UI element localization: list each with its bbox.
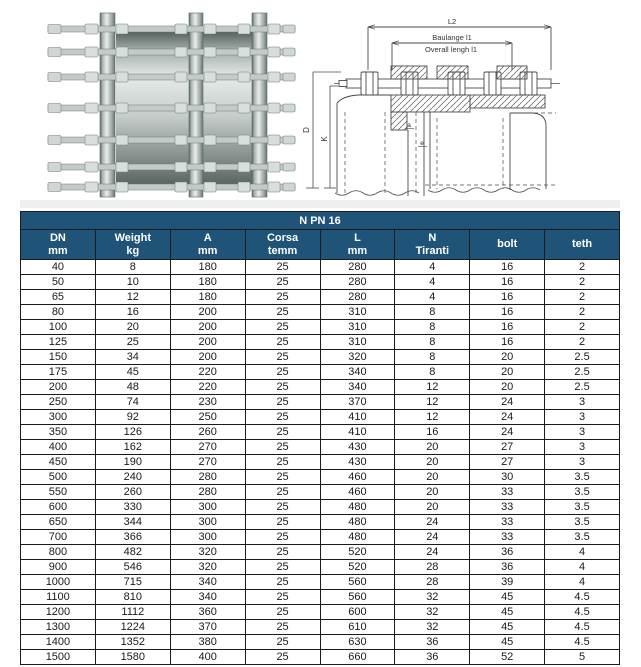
cell: 36	[395, 650, 470, 665]
cell: 370	[170, 620, 245, 635]
cell: 370	[320, 395, 395, 410]
cell: 25	[245, 590, 320, 605]
cell: 25	[245, 410, 320, 425]
cell: 3	[545, 455, 620, 470]
column-header: A mm	[170, 230, 245, 260]
cell: 74	[95, 395, 170, 410]
cell: 400	[170, 650, 245, 665]
cell: 480	[320, 515, 395, 530]
cell: 250	[170, 410, 245, 425]
cell: 520	[320, 545, 395, 560]
cell: 80	[21, 305, 96, 320]
cell: 546	[95, 560, 170, 575]
cell: 280	[320, 290, 395, 305]
cell: 8	[395, 350, 470, 365]
table-row	[21, 395, 620, 410]
table-body	[21, 260, 620, 665]
table-row	[21, 410, 620, 425]
scan-strip	[20, 200, 620, 208]
cell: 1580	[95, 650, 170, 665]
cell: 20	[470, 380, 545, 395]
cell: 180	[170, 290, 245, 305]
cell: 32	[395, 620, 470, 635]
cell: 340	[170, 575, 245, 590]
cell: 32	[395, 605, 470, 620]
cell: 45	[470, 635, 545, 650]
cell: 3.5	[545, 530, 620, 545]
column-header: bolt	[470, 230, 545, 260]
cell: 12	[395, 395, 470, 410]
table-row	[21, 440, 620, 455]
cell: 24	[470, 395, 545, 410]
cell: 240	[95, 470, 170, 485]
cell: 25	[245, 485, 320, 500]
column-header: L mm	[320, 230, 395, 260]
cell: 8	[95, 260, 170, 275]
cell: 25	[245, 470, 320, 485]
cell: 16	[470, 335, 545, 350]
cell: 180	[170, 260, 245, 275]
cell: 30	[470, 470, 545, 485]
cell: 310	[320, 335, 395, 350]
cell: 1200	[21, 605, 96, 620]
dim-label-l2: L2	[447, 17, 457, 26]
cell: 360	[170, 605, 245, 620]
cell: 1100	[21, 590, 96, 605]
pn16-table	[20, 211, 620, 665]
break-line	[335, 191, 419, 196]
cell: 8	[395, 305, 470, 320]
cell: 45	[95, 365, 170, 380]
cell: 260	[95, 485, 170, 500]
cell: 36	[470, 560, 545, 575]
table-title: N PN 16	[21, 212, 620, 230]
cell: 48	[95, 380, 170, 395]
dim-label-baulange: Baulange l1	[432, 33, 472, 42]
cell: 24	[395, 545, 470, 560]
table-row	[21, 305, 620, 320]
cell: 27	[470, 455, 545, 470]
table-row	[21, 275, 620, 290]
cell: 1112	[95, 605, 170, 620]
cell: 4	[545, 560, 620, 575]
cell: 1000	[21, 575, 96, 590]
cell: 45	[470, 590, 545, 605]
cell: 660	[320, 650, 395, 665]
column-header: teth	[545, 230, 620, 260]
cell: 260	[170, 425, 245, 440]
cell: 25	[245, 290, 320, 305]
cell: 25	[245, 620, 320, 635]
cell: 24	[395, 530, 470, 545]
cell: 162	[95, 440, 170, 455]
cell: 150	[21, 350, 96, 365]
cell: 600	[21, 500, 96, 515]
table-row	[21, 605, 620, 620]
table-row	[21, 470, 620, 485]
cell: 28	[395, 575, 470, 590]
cell: 16	[395, 425, 470, 440]
cell: 310	[320, 305, 395, 320]
dim-label-overall-length: Overall lengh l1	[424, 45, 478, 54]
cell: 16	[470, 275, 545, 290]
cell: 560	[320, 575, 395, 590]
column-header: DN mm	[21, 230, 96, 260]
cell: 125	[21, 335, 96, 350]
cell: 320	[170, 560, 245, 575]
cell: 25	[245, 560, 320, 575]
table-row	[21, 425, 620, 440]
column-header: Corsa temm	[245, 230, 320, 260]
cell: 16	[470, 305, 545, 320]
break-line	[428, 188, 540, 193]
cell: 200	[170, 350, 245, 365]
technical-drawings	[0, 0, 641, 211]
flange-section	[391, 66, 427, 79]
bolt-end	[339, 81, 347, 87]
cell: 100	[21, 320, 96, 335]
table-row	[21, 335, 620, 350]
table-row	[21, 320, 620, 335]
cell: 3	[545, 395, 620, 410]
cell: 20	[470, 365, 545, 380]
cell: 25	[245, 335, 320, 350]
cell: 482	[95, 545, 170, 560]
cell: 34	[95, 350, 170, 365]
cell: 25	[245, 635, 320, 650]
cell: 3.5	[545, 515, 620, 530]
cell: 190	[95, 455, 170, 470]
cell: 280	[320, 275, 395, 290]
flange-section	[391, 95, 470, 112]
table-row	[21, 530, 620, 545]
cell: 450	[21, 455, 96, 470]
cell: 200	[170, 320, 245, 335]
cell: 220	[170, 380, 245, 395]
cell: 16	[470, 320, 545, 335]
cell: 24	[395, 515, 470, 530]
table-row	[21, 575, 620, 590]
table-title-row	[21, 212, 620, 230]
cell: 480	[320, 530, 395, 545]
cell: 300	[170, 500, 245, 515]
dk-dimension-lines	[306, 72, 341, 188]
cell: 12	[95, 290, 170, 305]
cell: 460	[320, 470, 395, 485]
cell: 12	[395, 410, 470, 425]
cell: 4.5	[545, 605, 620, 620]
cell: 280	[170, 485, 245, 500]
table-row	[21, 350, 620, 365]
cell: 25	[245, 395, 320, 410]
cell: 630	[320, 635, 395, 650]
dim-label-k: K	[320, 136, 329, 142]
cell: 1352	[95, 635, 170, 650]
cell: 8	[395, 365, 470, 380]
cell: 610	[320, 620, 395, 635]
flange-section	[391, 112, 407, 130]
table-row	[21, 590, 620, 605]
cell: 25	[245, 500, 320, 515]
column-header: Weight kg	[95, 230, 170, 260]
cell: 175	[21, 365, 96, 380]
cell: 25	[245, 440, 320, 455]
cell: 20	[395, 440, 470, 455]
cell: 200	[170, 305, 245, 320]
cell: 65	[21, 290, 96, 305]
cell: 430	[320, 455, 395, 470]
cell: 16	[95, 305, 170, 320]
cell: 10	[95, 275, 170, 290]
cell: 280	[320, 260, 395, 275]
cell: 330	[95, 500, 170, 515]
gland-section	[437, 66, 468, 79]
cell: 2	[545, 275, 620, 290]
cell: 230	[170, 395, 245, 410]
cell: 700	[21, 530, 96, 545]
dim-label-a: a	[407, 122, 411, 129]
cell: 300	[21, 410, 96, 425]
cell: 25	[245, 305, 320, 320]
cell: 320	[320, 350, 395, 365]
cell: 25	[245, 275, 320, 290]
cell: 550	[21, 485, 96, 500]
cell: 3	[545, 410, 620, 425]
left-pipe-bell	[337, 95, 391, 103]
cell: 300	[170, 515, 245, 530]
cell: 33	[470, 530, 545, 545]
cell: 25	[245, 260, 320, 275]
cell: 25	[245, 515, 320, 530]
cell: 20	[395, 500, 470, 515]
cell: 250	[21, 395, 96, 410]
cell: 45	[470, 605, 545, 620]
cell: 340	[320, 365, 395, 380]
cell: 32	[395, 590, 470, 605]
cell: 4	[395, 290, 470, 305]
table-row	[21, 365, 620, 380]
table-row	[21, 485, 620, 500]
cell: 2.5	[545, 365, 620, 380]
cell: 480	[320, 500, 395, 515]
table-row	[21, 515, 620, 530]
cell: 126	[95, 425, 170, 440]
cell: 180	[170, 275, 245, 290]
cell: 500	[21, 470, 96, 485]
cell: 400	[21, 440, 96, 455]
cell: 4	[545, 575, 620, 590]
cell: 20	[395, 470, 470, 485]
cell: 900	[21, 560, 96, 575]
cell: 280	[170, 470, 245, 485]
cell: 28	[395, 560, 470, 575]
cell: 344	[95, 515, 170, 530]
cell: 4.5	[545, 620, 620, 635]
cell: 25	[245, 425, 320, 440]
cell: 270	[170, 455, 245, 470]
column-header-row	[21, 230, 620, 260]
cell: 340	[170, 590, 245, 605]
cell: 1400	[21, 635, 96, 650]
flange-section	[470, 95, 545, 108]
column-header: N Tiranti	[395, 230, 470, 260]
cell: 25	[245, 530, 320, 545]
cell: 4	[545, 545, 620, 560]
cell: 16	[470, 260, 545, 275]
cell: 25	[245, 320, 320, 335]
cell: 25	[245, 380, 320, 395]
cell: 300	[170, 530, 245, 545]
cell: 2.5	[545, 380, 620, 395]
table-row	[21, 290, 620, 305]
cell: 50	[21, 275, 96, 290]
cell: 3	[545, 425, 620, 440]
cell: 460	[320, 485, 395, 500]
cell: 2	[545, 320, 620, 335]
cell: 410	[320, 410, 395, 425]
cell: 25	[95, 335, 170, 350]
cell: 33	[470, 485, 545, 500]
joint-photo-drawing	[48, 13, 295, 197]
table-row	[21, 455, 620, 470]
cell: 3.5	[545, 500, 620, 515]
cell: 560	[320, 590, 395, 605]
cell: 52	[470, 650, 545, 665]
cell: 20	[395, 485, 470, 500]
table-row	[21, 635, 620, 650]
cell: 5	[545, 650, 620, 665]
cell: 310	[320, 320, 395, 335]
cell: 20	[95, 320, 170, 335]
cell: 4.5	[545, 635, 620, 650]
cell: 33	[470, 515, 545, 530]
cell: 24	[470, 425, 545, 440]
cell: 810	[95, 590, 170, 605]
cell: 25	[245, 605, 320, 620]
flange-section	[497, 66, 527, 79]
cell: 430	[320, 440, 395, 455]
cell: 2	[545, 290, 620, 305]
cell: 520	[320, 560, 395, 575]
cell: 2	[545, 260, 620, 275]
cell: 320	[170, 545, 245, 560]
table-row	[21, 560, 620, 575]
cell: 39	[470, 575, 545, 590]
cell: 600	[320, 605, 395, 620]
table-row	[21, 500, 620, 515]
cell: 24	[470, 410, 545, 425]
cell: 36	[395, 635, 470, 650]
cell: 350	[21, 425, 96, 440]
cell: 3.5	[545, 485, 620, 500]
cell: 36	[470, 545, 545, 560]
cell: 270	[170, 440, 245, 455]
cell: 380	[170, 635, 245, 650]
cell: 20	[395, 455, 470, 470]
cell: 4.5	[545, 590, 620, 605]
table-row	[21, 260, 620, 275]
cell: 25	[245, 650, 320, 665]
cell: 8	[395, 335, 470, 350]
cell: 800	[21, 545, 96, 560]
dim-label-d: D	[302, 127, 311, 133]
table-row	[21, 650, 620, 665]
dim-label-e: e	[420, 140, 424, 147]
cell: 25	[245, 350, 320, 365]
cell: 12	[395, 380, 470, 395]
cell: 715	[95, 575, 170, 590]
table-row	[21, 620, 620, 635]
cell: 25	[245, 365, 320, 380]
cell: 2.5	[545, 350, 620, 365]
cell: 25	[245, 455, 320, 470]
cell: 3.5	[545, 470, 620, 485]
cell: 1500	[21, 650, 96, 665]
cell: 220	[170, 365, 245, 380]
cell: 25	[245, 575, 320, 590]
cell: 4	[395, 275, 470, 290]
bolt-nut	[361, 72, 378, 95]
cell: 200	[170, 335, 245, 350]
table-row	[21, 545, 620, 560]
cell: 25	[245, 545, 320, 560]
cell: 27	[470, 440, 545, 455]
cell: 650	[21, 515, 96, 530]
cell: 366	[95, 530, 170, 545]
cell: 20	[470, 350, 545, 365]
cell: 40	[21, 260, 96, 275]
cell: 33	[470, 500, 545, 515]
cell: 200	[21, 380, 96, 395]
table-row	[21, 380, 620, 395]
cell: 2	[545, 335, 620, 350]
cell: 410	[320, 425, 395, 440]
cell: 2	[545, 305, 620, 320]
cell: 8	[395, 320, 470, 335]
cell: 340	[320, 380, 395, 395]
cell: 1300	[21, 620, 96, 635]
cell: 1224	[95, 620, 170, 635]
cell: 45	[470, 620, 545, 635]
cell: 3	[545, 440, 620, 455]
cell: 4	[395, 260, 470, 275]
cell: 16	[470, 290, 545, 305]
cell: 92	[95, 410, 170, 425]
